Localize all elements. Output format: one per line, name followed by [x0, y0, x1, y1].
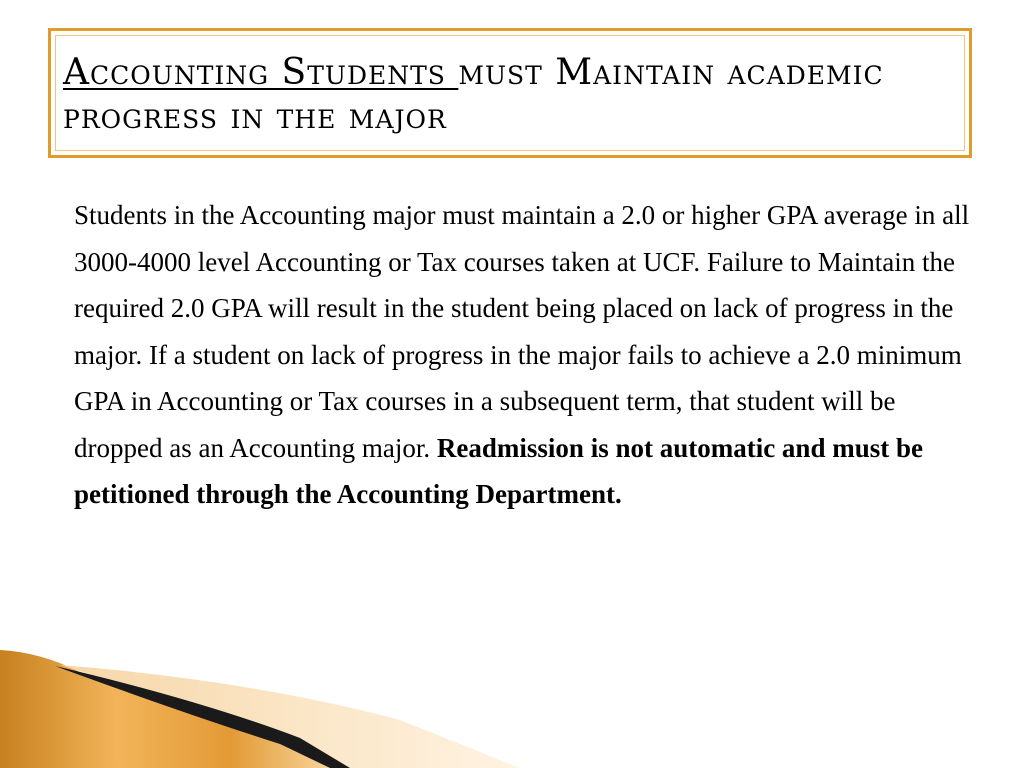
body-bold-text: Readmission is not automatic and must be petitioned through the Accounting Department. — [74, 432, 923, 509]
title-underlined-part: Accounting Students — [63, 52, 459, 93]
title-rest: must Maintain academic progress in the major — [63, 52, 884, 137]
body-regular-text: Students in the Accounting major must maintain a 2.0 or higher GPA average in all 3000-4000 level Accounting or Tax courses taken at UCF. Failure to Maintain the required 2.0 GPA will result in the student being placed on lack of progress in the major. If a student on lack of progress in the major fails to achieve a 2.0 minimum GPA in Accounting or Tax courses in a subsequent term, that student will be dropped as an Accounting major. — [74, 200, 970, 463]
